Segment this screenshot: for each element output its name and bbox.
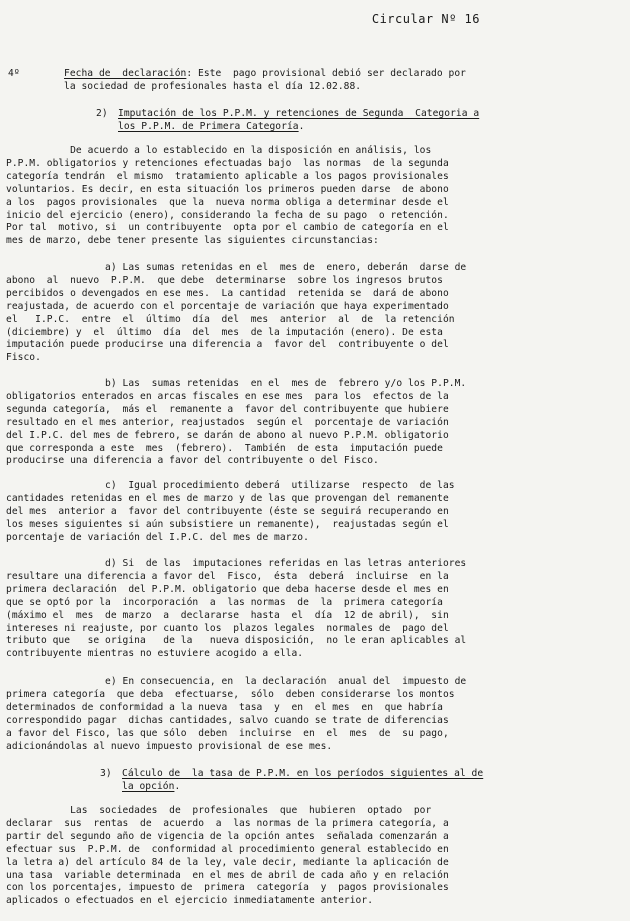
last-paragraph-line: Las sociedades de profesionales que hubieren optado por [6,805,432,816]
paragraph-2-line: abono al nuevo P.P.M. que debe determinarse sobre los ingresos brutos [6,274,443,286]
paragraph-2-line: Fisco. [6,352,41,364]
paragraph-3-line: b) Las sumas retenidas en el mes de febrero y/o los P.P.M. [6,378,467,389]
paragraph-2-line: el I.P.C. entre el último día del mes anterior al de la retención [6,313,455,325]
paragraph-4-line: cantidades retenidas en el mes de marzo y de las que provengan del remanente [6,492,449,504]
paragraph-1-line: Por tal motivo, si un contribuyente opta por el cambio de categoría en el [6,222,449,234]
circular-number: Circular Nº 16 [371,12,480,26]
item-3-title-1: Cálculo de la tasa de P.P.M. en los períodos siguientes al de [122,768,484,779]
item-2-title-2: los P.P.M. de Primera Categoría [118,121,299,132]
last-paragraph-line: la letra a) del artículo 84 de la ley, vale decir, mediante la aplicación de [6,856,449,868]
item-2-title-1: Imputación de los P.P.M. y retenciones de Segunda Categoria a [118,108,480,119]
paragraph-5-line: d) Si de las imputaciones referidas en las letras anteriores [6,558,467,569]
declaration-date-text-2: la sociedad de profesionales hasta el día 12.02.88. [64,81,362,92]
item-3-title-2: la opción [122,781,175,792]
paragraph-2-line: reajustada, de acuerdo con el porcentaje de variación que haya experimentado [6,300,449,312]
paragraph-2-line: percibidos o devengados en ese mes. La cantidad retenida se dará de abono [6,287,449,299]
paragraph-2-line: a) Las sumas retenidas en el mes de enero, deberán darse de [6,262,467,273]
last-paragraph-line: declarar sus rentas de acuerdo a las normas de la primera categoría, a [6,817,449,829]
last-paragraph-line: efectuar sus P.P.M. de conformidad al procedimiento general establecido en [6,843,449,855]
paragraph-1-line: De acuerdo a lo establecido en la disposición en análisis, los [6,145,432,156]
last-paragraph-line: una tasa variable determinada en el mes de abril de cada año y en relación [6,869,449,881]
last-paragraph-line: con los porcentajes, impuesto de primera categoría y pagos provisionales [6,882,449,894]
paragraph-3-line: obligatorios enterados en arcas fiscales en ese mes para los efectos de la [6,390,449,402]
paragraph-6-line: adicionándolas al nuevo impuesto provisional de ese mes. [6,740,333,752]
paragraph-2-line: (diciembre) y el último día del mes de la imputación (enero). De esta [6,326,443,338]
paragraph-5-line: (máximo el mes de marzo a declararse hasta el día 12 de abril), sin [6,609,449,621]
last-paragraph-line: aplicados o efectuados en el ejercicio inmediatamente anterior. [6,895,374,907]
paragraph-5-line: intereses ni reajuste, por cuanto los plazos legales normales de pago del [6,622,449,634]
paragraph-1-line: mes de marzo, debe tener presente las siguientes circunstancias: [6,235,379,247]
declaration-date-text: : Este pago provisional debió ser declarado por [186,68,467,79]
item-3-number: 3) [100,768,112,779]
paragraph-1-line: inicio del ejercicio (enero), considerando la fecha de su pago o retención. [6,209,449,221]
paragraph-1-line: P.P.M. obligatorios y retenciones efectuadas bajo las normas de la segunda [6,157,449,169]
paragraph-2-line: imputación puede producirse una diferencia a favor del contribuyente o del [6,339,449,351]
paragraph-4-line: c) Igual procedimiento deberá utilizarse respecto de las [6,480,455,491]
paragraph-5-line: contribuyente mientras no estuviere acogido a ella. [6,648,304,660]
declaration-date-heading: Fecha de declaración [64,68,187,79]
paragraph-4-line: los meses siguientes si aún subsistiere un remanente), reajustadas según el [6,518,449,530]
paragraph-3-line: del I.P.C. del mes de febrero, se darán de abono al nuevo P.P.M. obligatorio [6,429,449,441]
paragraph-3-line: que corresponda a este mes (febrero). También de esta imputación puede [6,442,443,454]
paragraph-6-line: determinados de conformidad a la nueva tasa y en el mes en que habría [6,701,443,713]
paragraph-1-line: categoría tendrán el mismo tratamiento aplicable a los pagos provisionales [6,170,449,182]
item-2-title-2-line: los P.P.M. de Primera Categoría. [118,121,305,132]
section-number: 4º [8,68,20,79]
paragraph-3-line: resultado en el mes anterior, reajustados según el porcentaje de variación [6,416,449,428]
paragraph-1-line: voluntarios. Es decir, en esta situación los primeros pueden darse de abono [6,183,449,195]
paragraph-5-line: tributo que se origina de la nueva disposición, no le eran aplicables al [6,635,467,647]
paragraph-4-line: del mes anterior a favor del contribuyente (éste se seguirá recuperando en [6,505,449,517]
item-2-number: 2) [96,108,108,119]
paragraph-5-line: que se optó por la incorporación a las normas de la primera categoría [6,596,443,608]
paragraph-3-line: segunda categoría, más el remanente a favor del contribuyente que hubiere [6,403,449,415]
paragraph-6-line: primera categoría que deba efectuarse, sólo deben considerarse los montos [6,688,455,700]
paragraph-3-line: producirse una diferencia a favor del contribuyente o del Fisco. [6,455,379,467]
declaration-date-line [64,68,466,80]
item-3-title-2-line: la opción. [122,781,181,792]
paragraph-5-line: primera declaración del P.P.M. obligatorio que deba hacerse desde el mes en [6,583,449,595]
paragraph-4-line: porcentaje de variación del I.P.C. del mes de marzo. [6,531,309,543]
paragraph-5-line: resultare una diferencia a favor del Fisco, ésta deberá incluirse en la [6,570,449,582]
paragraph-6-line: correspondido pagar dichas cantidades, salvo cuando se trate de diferencias [6,714,449,726]
last-paragraph-line: partir del segundo año de vigencia de la opción antes señalada comenzarán a [6,830,449,842]
paragraph-1-line: a los pagos provisionales que la nueva norma obliga a determinar desde el [6,196,449,208]
paragraph-6-line: e) En consecuencia, en la declaración anual del impuesto de [6,676,467,687]
paragraph-6-line: a favor del Fisco, las que sólo deben incluirse en el mes de su pago, [6,727,449,739]
